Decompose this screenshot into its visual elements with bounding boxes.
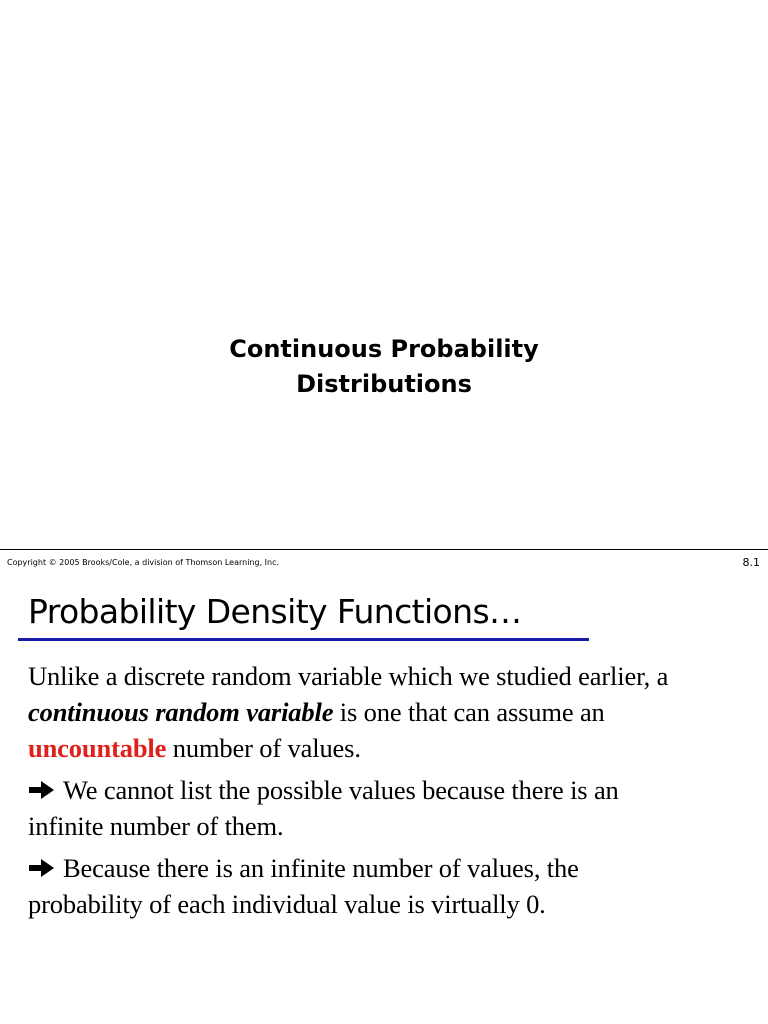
bullet-list-item xyxy=(28,772,768,844)
slide-title-line-2: Distributions xyxy=(296,370,472,398)
slide-divider xyxy=(0,549,768,550)
slide-title xyxy=(0,332,768,402)
bullet-2-line-1 xyxy=(28,850,768,886)
slide-number: 8.1 xyxy=(742,556,760,569)
bullet-1-line-1 xyxy=(28,772,768,808)
bullet-2-line-2: probability of each individual value is virtually 0. xyxy=(28,889,546,919)
bullet-1-line-2: infinite number of them. xyxy=(28,811,284,841)
right-arrow-icon xyxy=(28,858,55,878)
bullet-1-text: We cannot list the possible values because there is an xyxy=(63,775,619,805)
copyright-notice: Copyright © 2005 Brooks/Cole, a division of Thomson Learning, Inc. xyxy=(7,558,280,567)
definition-text: is one that can assume an xyxy=(333,697,605,727)
definition-line-1: Unlike a discrete random variable which we studied earlier, a xyxy=(28,661,669,691)
bullet-2-text: Because there is an infinite number of values, the xyxy=(63,853,579,883)
highlight-term: uncountable xyxy=(28,733,167,763)
content-heading: Probability Density Functions… xyxy=(28,592,522,631)
definition-paragraph xyxy=(28,658,768,766)
slide-title-line-1: Continuous Probability xyxy=(229,335,539,363)
definition-text-end: number of values. xyxy=(166,733,361,763)
right-arrow-icon xyxy=(28,780,55,800)
definition-line-3 xyxy=(28,730,768,766)
key-term: continuous random variable xyxy=(28,697,334,727)
slide-footer xyxy=(7,556,760,570)
definition-line-2 xyxy=(28,694,768,730)
heading-underline xyxy=(18,638,589,641)
bullet-list-item xyxy=(28,850,768,922)
